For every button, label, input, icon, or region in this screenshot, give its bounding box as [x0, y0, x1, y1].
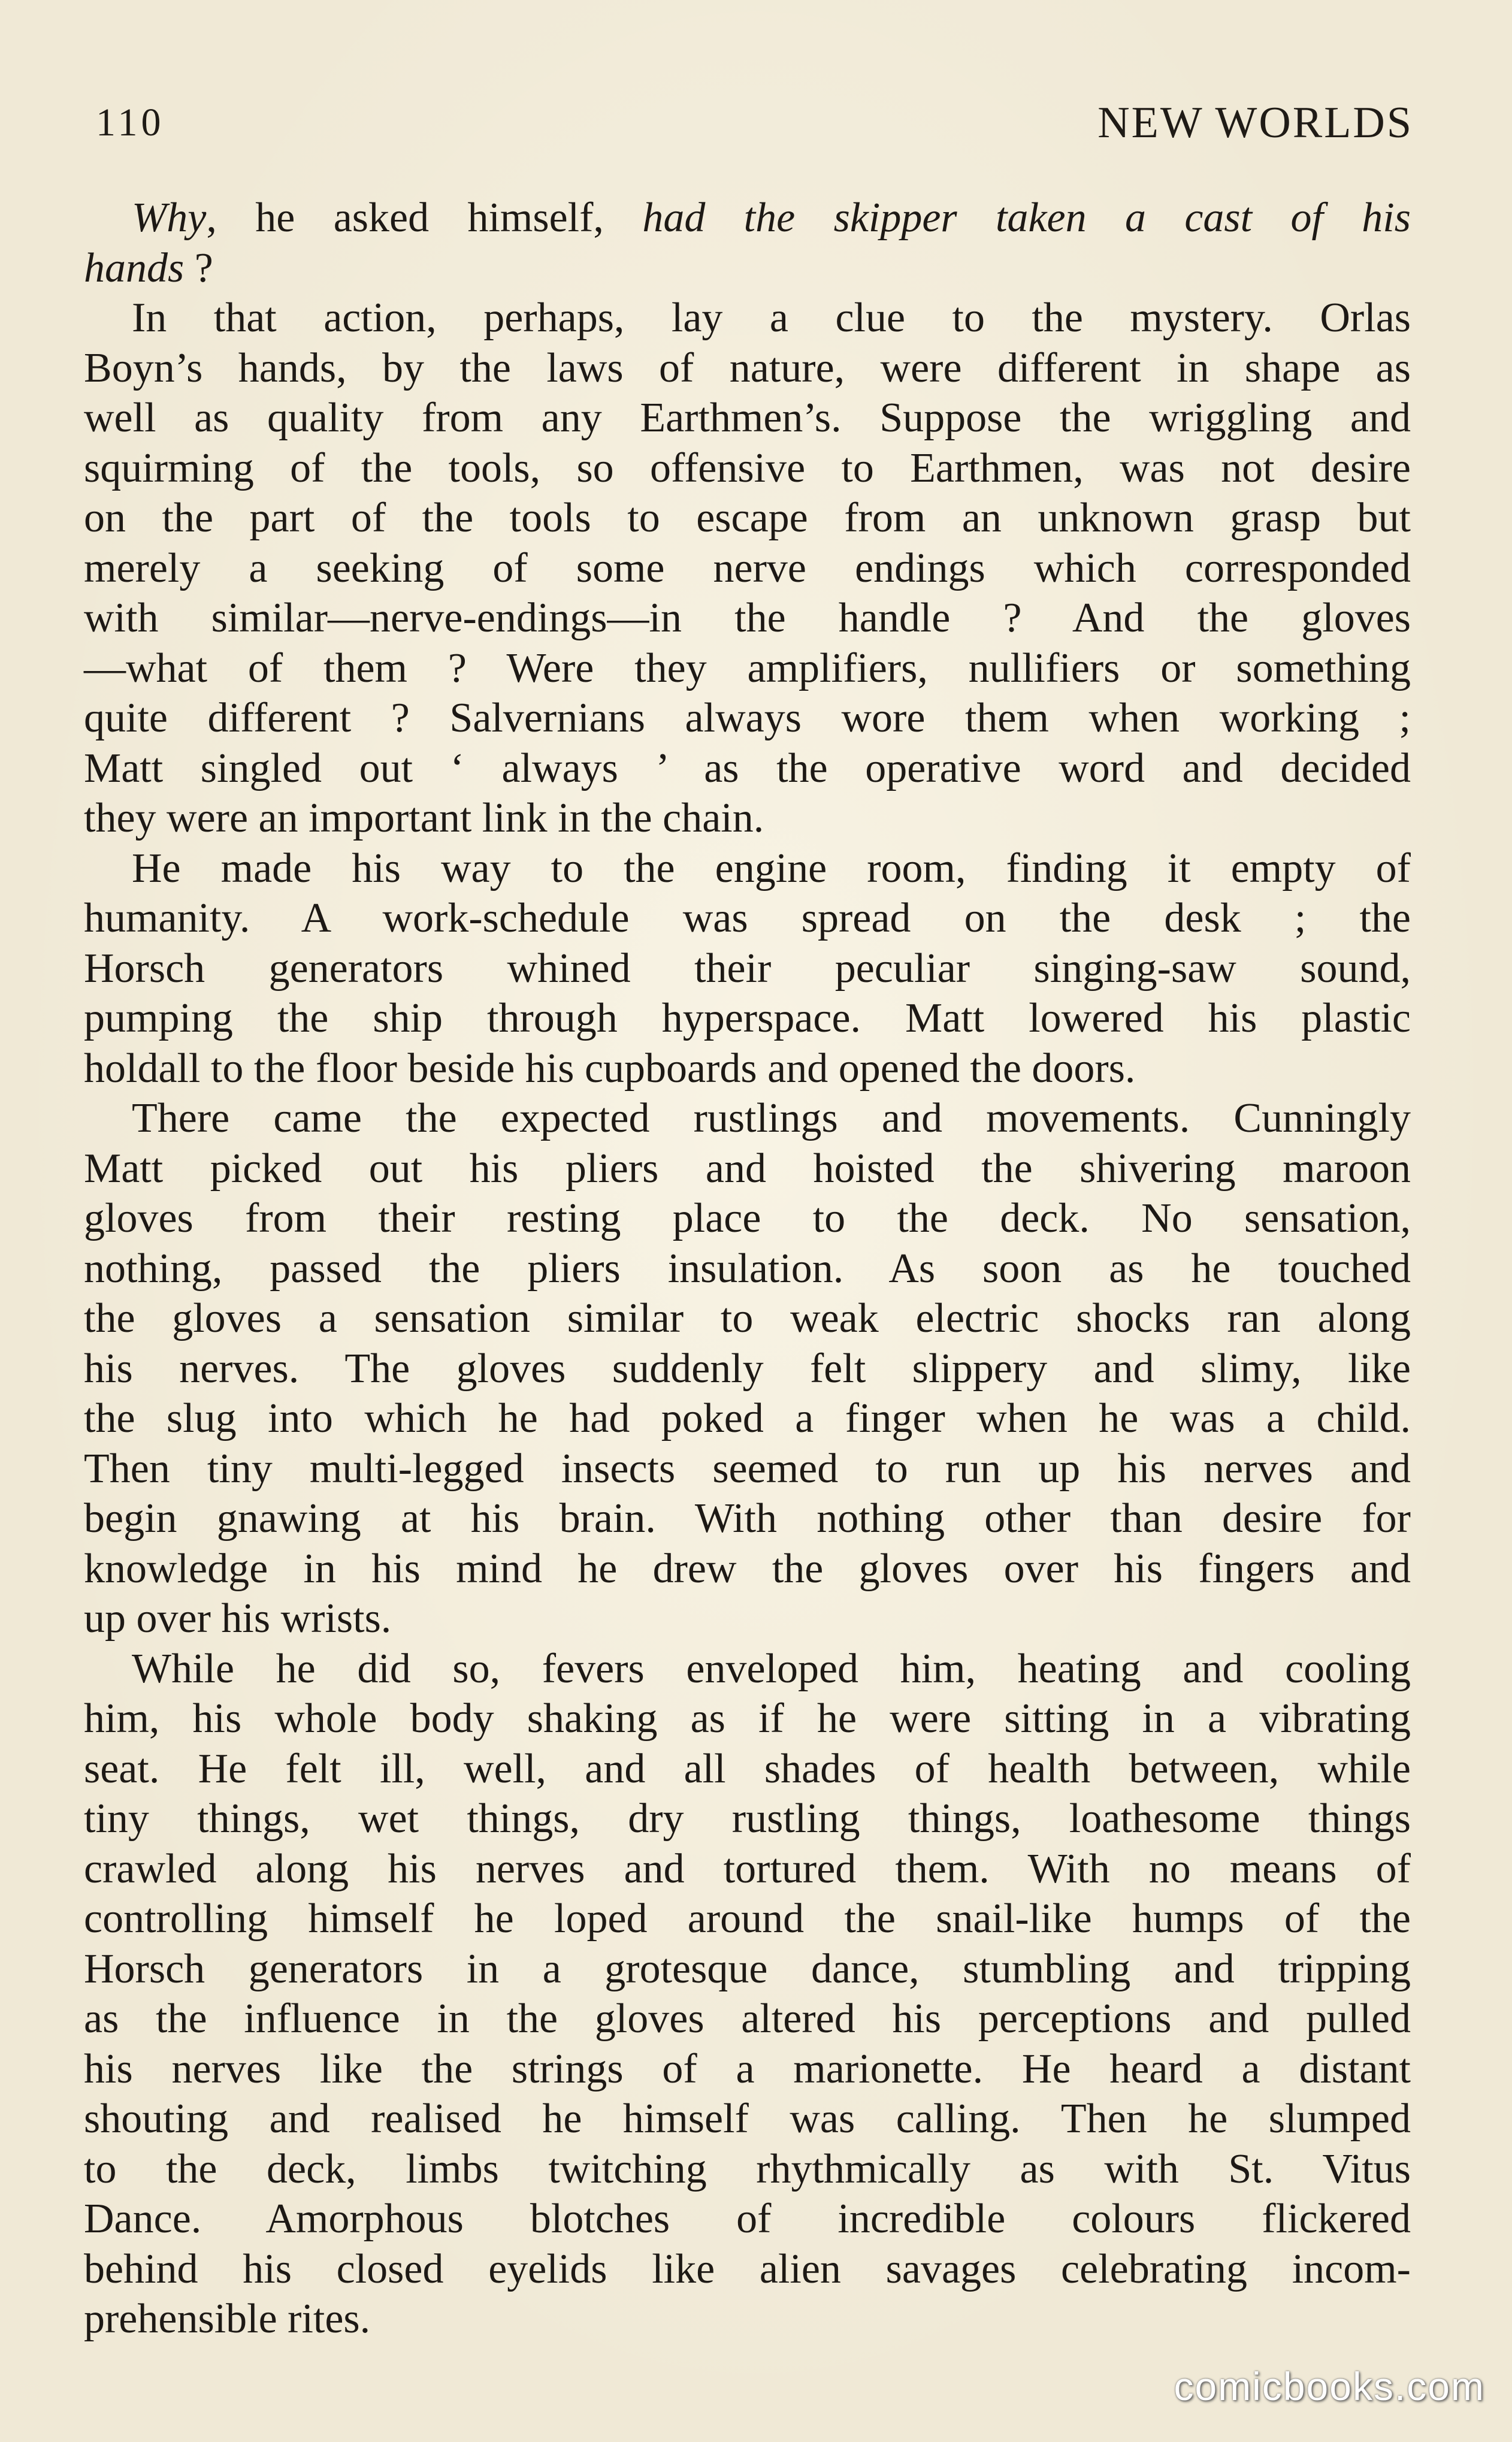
- text-line: [84, 1193, 1411, 1244]
- text-line: [84, 893, 1411, 944]
- text-line: [84, 744, 1411, 794]
- text-segment: the gloves a sensation similar to weak electric shocks ran along: [84, 1295, 1411, 1341]
- text-segment: well as quality from any Earthmen’s. Suppose the wriggling and: [84, 395, 1411, 441]
- text-line: [84, 443, 1411, 494]
- text-segment: tiny things, wet things, dry rustling things, loathesome things: [84, 1796, 1411, 1842]
- text-line: [84, 693, 1411, 744]
- text-line: [84, 1944, 1411, 1994]
- text-line: [84, 2244, 1411, 2295]
- text-line: [84, 593, 1411, 643]
- text-line: [84, 1744, 1411, 1794]
- text-segment: as the influence in the gloves altered his perceptions and pulled: [84, 1996, 1411, 2042]
- text-segment: behind his closed eyelids like alien savages celebrating incom-: [84, 2245, 1411, 2292]
- text-line: [84, 793, 1411, 844]
- text-line: [84, 1644, 1411, 1694]
- text-line: [84, 243, 1411, 294]
- text-segment: pumping the ship through hyperspace. Matt lowered his plastic: [84, 995, 1411, 1041]
- text-segment: holdall to the floor beside his cupboards and opened the doors.: [84, 1045, 1136, 1092]
- text-segment: He made his way to the engine room, finding it empty of: [132, 845, 1411, 891]
- text-line: [84, 1694, 1411, 1744]
- text-segment: Horsch generators whined their peculiar singing-saw sound,: [84, 945, 1411, 992]
- text-segment: Boyn’s hands, by the laws of nature, were different in shape as: [84, 344, 1411, 391]
- text-segment: gloves from their resting place to the deck. No sensation,: [84, 1195, 1411, 1241]
- text-line: [84, 2294, 1411, 2344]
- text-line: [84, 193, 1411, 243]
- text-segment: Horsch generators in a grotesque dance, stumbling and tripping: [84, 1945, 1411, 1992]
- text-segment: merely a seeking of some nerve endings which corresponded: [84, 545, 1411, 591]
- text-line: [84, 1293, 1411, 1344]
- text-line: [84, 2194, 1411, 2244]
- text-segment: —what of them ? Were they amplifiers, nullifiers or something: [84, 645, 1411, 691]
- text-line: [84, 2044, 1411, 2095]
- text-segment: knowledge in his mind he drew the gloves over his fingers and: [84, 1545, 1411, 1592]
- text-segment: seat. He felt ill, well, and all shades of health between, while: [84, 1745, 1411, 1792]
- text-line: [84, 543, 1411, 594]
- text-line: [84, 1894, 1411, 1944]
- text-line: [84, 1144, 1411, 1194]
- text-line: [84, 1044, 1411, 1094]
- text-line: [84, 993, 1411, 1044]
- text-line: [84, 1594, 1411, 1644]
- text-line: [84, 944, 1411, 994]
- text-line: [84, 643, 1411, 694]
- text-line: [84, 844, 1411, 894]
- text-segment: his nerves. The gloves suddenly felt slippery and slimy, like: [84, 1345, 1411, 1392]
- text-line: [84, 1344, 1411, 1394]
- text-segment: they were an important link in the chain.: [84, 795, 764, 841]
- text-segment: squirming of the tools, so offensive to Earthmen, was not desire: [84, 445, 1411, 491]
- text-line: [84, 1794, 1411, 1844]
- text-segment: with similar—nerve-endings—in the handle ? And the gloves: [84, 595, 1411, 641]
- watermark: comicbooks.com: [1174, 2364, 1485, 2408]
- text-segment: the slug into which he had poked a finger when he was a child.: [84, 1395, 1411, 1441]
- text-segment: There came the expected rustlings and movements. Cunningly: [132, 1095, 1411, 1141]
- text-line: [84, 1994, 1411, 2044]
- text-segment: prehensible rites.: [84, 2296, 371, 2342]
- text-segment: Then tiny multi-legged insects seemed to run up his nerves and: [84, 1445, 1411, 1492]
- text-segment: his nerves like the strings of a marionette. He heard a distant: [84, 2045, 1411, 2092]
- text-line: [84, 1544, 1411, 1594]
- text-segment: nothing, passed the pliers insulation. As soon as he touched: [84, 1245, 1411, 1292]
- text-line: [84, 1444, 1411, 1494]
- italic-text: had the skipper taken a cast of his: [642, 195, 1411, 241]
- text-line: [84, 1244, 1411, 1294]
- text-segment: While he did so, fevers enveloped him, heating and cooling: [132, 1645, 1411, 1692]
- text-segment: shouting and realised he himself was calling. Then he slumped: [84, 2096, 1411, 2142]
- page-number: 110: [96, 101, 165, 144]
- text-line: [84, 1494, 1411, 1544]
- text-segment: Matt singled out ‘ always ’ as the operative word and decided: [84, 745, 1411, 791]
- text-segment: him, his whole body shaking as if he were sitting in a vibrating: [84, 1696, 1411, 1742]
- text-line: [84, 493, 1411, 543]
- text-line: [84, 2094, 1411, 2144]
- body-text: [84, 193, 1411, 2344]
- italic-text: hands: [84, 244, 185, 291]
- text-line: [84, 1394, 1411, 1444]
- text-segment: Dance. Amorphous blotches of incredible colours flickered: [84, 2196, 1411, 2242]
- running-head: [96, 90, 1413, 156]
- text-line: [84, 393, 1411, 443]
- text-segment: In that action, perhaps, lay a clue to the mystery. Orlas: [132, 295, 1411, 341]
- text-segment: , he asked himself,: [206, 195, 643, 241]
- text-segment: Matt picked out his pliers and hoisted the shivering maroon: [84, 1145, 1411, 1192]
- text-line: [84, 343, 1411, 394]
- text-segment: humanity. A work-schedule was spread on the desk ; the: [84, 895, 1411, 941]
- text-segment: to the deck, limbs twitching rhythmically as with St. Vitus: [84, 2145, 1411, 2192]
- italic-text: Why: [132, 195, 207, 241]
- text-segment: controlling himself he loped around the snail-like humps of the: [84, 1896, 1411, 1942]
- text-line: [84, 293, 1411, 343]
- text-line: [84, 2144, 1411, 2195]
- text-segment: quite different ? Salvernians always wore them when working ;: [84, 695, 1411, 741]
- text-segment: ?: [184, 244, 213, 291]
- running-title: NEW WORLDS: [1097, 98, 1413, 147]
- text-line: [84, 1093, 1411, 1144]
- text-segment: crawled along his nerves and tortured them. With no means of: [84, 1845, 1411, 1892]
- text-segment: up over his wrists.: [84, 1595, 392, 1642]
- text-segment: on the part of the tools to escape from an unknown grasp but: [84, 495, 1411, 541]
- text-segment: begin gnawing at his brain. With nothing other than desire for: [84, 1495, 1411, 1542]
- text-line: [84, 1844, 1411, 1894]
